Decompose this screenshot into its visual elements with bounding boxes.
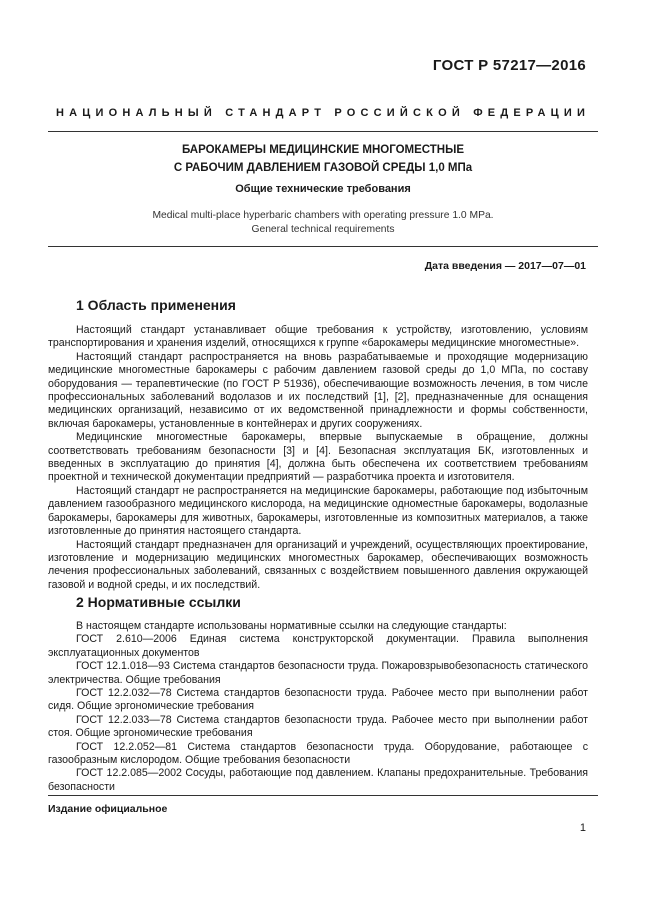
english-title-line-2: General technical requirements: [251, 224, 395, 235]
section-2-heading: 2 Нормативные ссылки: [76, 594, 241, 610]
top-divider: [48, 131, 598, 132]
document-subtitle: Общие технические требования: [235, 183, 411, 195]
section-2-body: [48, 620, 588, 794]
normative-reference: В настоящем стандарте использованы нормативные ссылки на следующие стандарты:: [76, 620, 507, 632]
normative-reference: ГОСТ 12.2.033—78 Система стандартов безопасности труда. Рабочее место при выполнении работ стоя. Общие эргономические требования: [48, 713, 588, 740]
footer-divider: [48, 795, 598, 796]
page-number: 1: [579, 822, 586, 834]
english-title-line-1: Medical multi-place hyperbaric chambers with operating pressure 1.0 MPa.: [152, 210, 494, 221]
normative-reference: ГОСТ 12.2.085—2002 Сосуды, работающие под давлением. Клапаны предохранительные. Требования безопасности: [48, 767, 588, 793]
normative-reference: ГОСТ 12.2.032—78 Система стандартов безопасности труда. Рабочее место при выполнении работ сидя. Общие эргономические требования: [48, 687, 588, 713]
official-edition-label: Издание официальное: [48, 803, 168, 815]
title-line-2: С РАБОЧИМ ДАВЛЕНИЕМ ГАЗОВОЙ СРЕДЫ 1,0 МПа: [173, 162, 473, 174]
section-1-paragraph: Настоящий стандарт предназначен для организаций и учреждений, осуществляющих проектирование, изготовление и модернизацию медицинских многоместных барокамер, обеспечивающих возможность лечения профессиональных заболеваний, связанных с воздействием повышенного давления окружающей газовой и водной среды, и их последствий.: [48, 538, 588, 591]
national-standard-banner: НАЦИОНАЛЬНЫЙ СТАНДАРТ РОССИЙСКОЙ ФЕДЕРАЦИИ: [55, 107, 591, 119]
normative-reference: ГОСТ 12.1.018—93 Система стандартов безопасности труда. Пожаровзрывобезопасность статического электричества. Общие требования: [48, 660, 588, 686]
section-1-paragraph: Настоящий стандарт распространяется на вновь разрабатываемые и проходящие модернизацию медицинские многоместные барокамеры с рабочим давлением газовой среды до 1,0 МПа, по составу оборудования — терапевтические (по ГОСТ Р 51936), обеспечивающие возможность лечения, в том числе профессиональных заболеваний водолазов и их последствий [1], [2], предназначенные для оснащения медицинских организаций, независимо от их ведомственной принадлежности и формы собственности, включая барокамеры, установленные в контейнерах и других сооружениях.: [48, 350, 588, 430]
normative-reference: ГОСТ 2.610—2006 Единая система конструкторской документации. Правила выполнения эксплуатационных документов: [48, 633, 588, 659]
normative-reference: ГОСТ 12.2.052—81 Система стандартов безопасности труда. Оборудование, работающее с газообразным кислородом. Общие требования безопасности: [48, 740, 588, 767]
introduction-date: Дата введения — 2017—07—01: [424, 260, 586, 272]
title-divider: [48, 246, 598, 247]
standard-number: ГОСТ Р 57217—2016: [432, 57, 586, 74]
section-1-paragraph: Настоящий стандарт не распространяется на медицинские барокамеры, работающие под избыточным давлением газообразного медицинского кислорода, на медицинские одноместные барокамеры, водолазные барокамеры, барокамеры для животных, барокамеры, изготовленные из композитных материалов, а также изготовленные до принятия настоящего стандарта.: [48, 484, 588, 538]
section-1-paragraph: Медицинские многоместные барокамеры, впервые выпускаемые в обращение, должны соответствовать требованиям безопасности [3] и [4]. Безопасная эксплуатация БК, изготовленных и введенных в эксплуатацию до принятия [4], должна быть обеспечена их соответствием требованиям проектной и технической документации предприятий — разработчика проекта и изготовителя.: [48, 431, 588, 484]
section-1-body: [48, 324, 588, 592]
title-line-1: БАРОКАМЕРЫ МЕДИЦИНСКИЕ МНОГОМЕСТНЫЕ: [181, 144, 465, 156]
section-1-paragraph: Настоящий стандарт устанавливает общие требования к устройству, изготовлению, условиям транспортирования и хранения изделий, относящихся к группе «барокамеры медицинские многоместные».: [48, 324, 588, 350]
section-1-heading: 1 Область применения: [76, 297, 236, 313]
